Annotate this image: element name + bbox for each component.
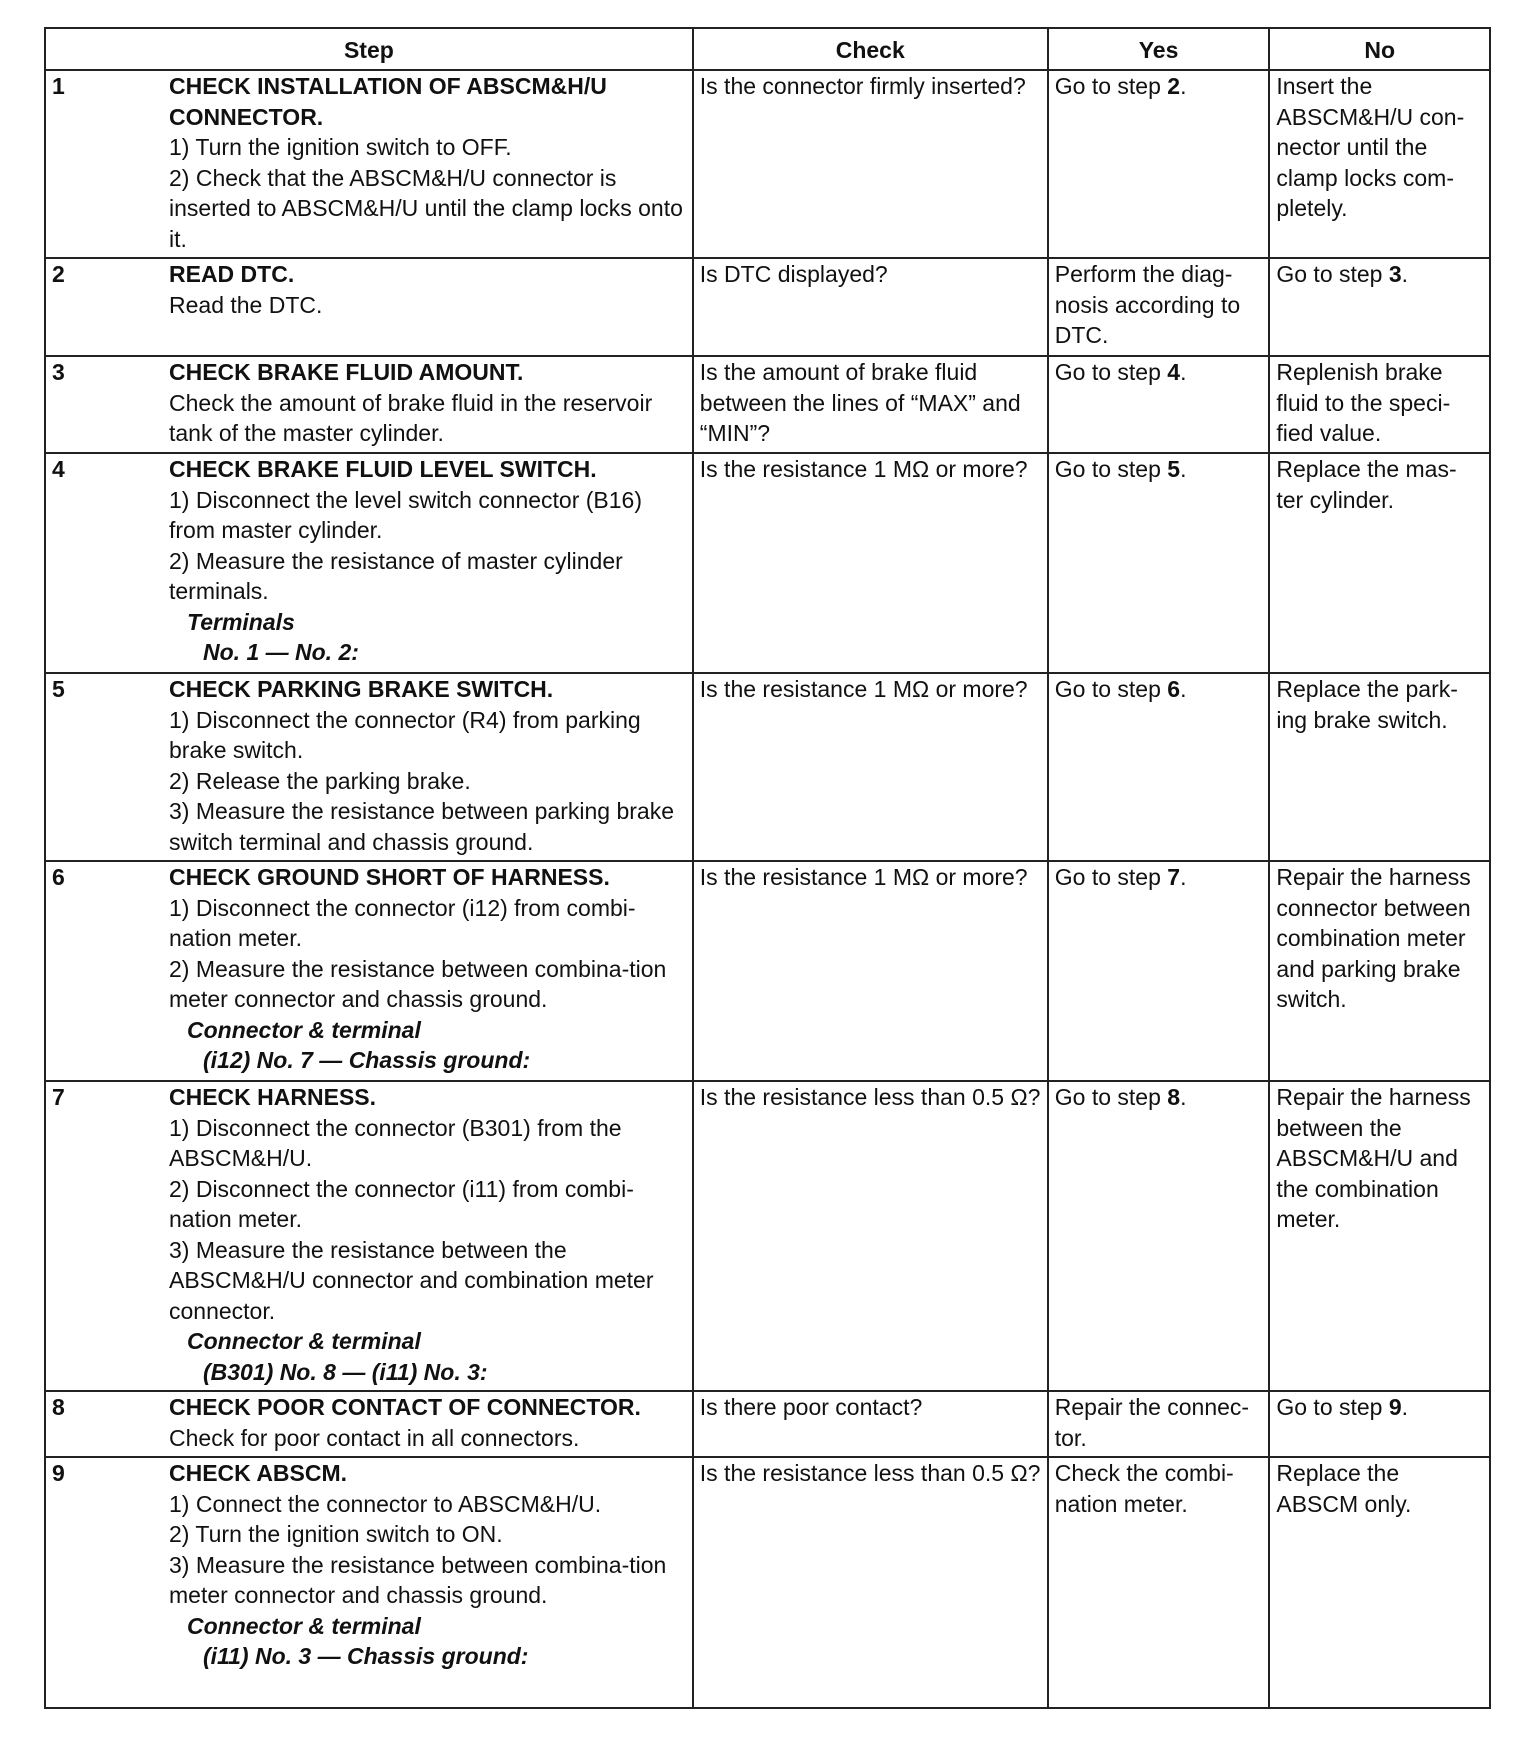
step-number: 3 — [52, 359, 65, 385]
step-title: CHECK HARNESS. — [169, 1084, 377, 1110]
no-text: Insert the ABSCM&H/U con-nector until the clamp locks com-pletely. — [1276, 73, 1465, 221]
header-no: No — [1269, 28, 1490, 70]
no-cell — [1269, 453, 1490, 673]
spec-label: Connector & terminal — [187, 1612, 421, 1639]
step-title: CHECK PARKING BRAKE SWITCH. — [169, 676, 554, 702]
table-row — [45, 356, 1490, 453]
check-cell: Is the resistance 1 MΩ or more? — [693, 453, 1048, 673]
step-cell — [45, 1391, 693, 1457]
check-cell: Is the resistance less than 0.5 Ω? — [693, 1457, 1048, 1708]
step-title: CHECK INSTALLATION OF ABSCM&H/U CONNECTOR. — [169, 73, 607, 130]
yes-cell — [1048, 861, 1270, 1081]
spec-value: No. 1 — No. 2: — [203, 639, 359, 665]
step-instruction: 1) Turn the ignition switch to OFF. — [169, 134, 512, 160]
step-number: 7 — [52, 1084, 65, 1110]
step-cell — [45, 861, 693, 1081]
yes-cell — [1048, 1081, 1270, 1391]
step-title: CHECK ABSCM. — [169, 1460, 348, 1486]
step-instruction: Check for poor contact in all connectors. — [169, 1424, 580, 1451]
no-text: Replace the mas-ter cylinder. — [1276, 456, 1457, 513]
step-cell — [45, 1457, 693, 1708]
no-cell — [1269, 1391, 1490, 1457]
check-cell: Is the connector firmly inserted? — [693, 70, 1048, 258]
check-cell: Is the resistance 1 MΩ or more? — [693, 861, 1048, 1081]
step-instruction: 1) Disconnect the connector (i12) from combi-nation meter. — [169, 894, 636, 951]
no-cell — [1269, 673, 1490, 861]
no-cell — [1269, 356, 1490, 453]
no-text: Replace the ABSCM only. — [1276, 1460, 1412, 1517]
step-instruction: 2) Measure the resistance of master cylinder terminals. — [169, 547, 623, 604]
no-suffix: . — [1401, 1394, 1409, 1420]
no-cell — [1269, 1457, 1490, 1708]
diagnostic-table — [44, 27, 1491, 1709]
yes-cell — [1048, 673, 1270, 861]
table-body — [45, 70, 1490, 1708]
table-row — [45, 861, 1490, 1081]
no-text: Go to step — [1276, 261, 1389, 287]
no-cell — [1269, 70, 1490, 258]
table-row — [45, 1081, 1490, 1391]
yes-text: Go to step — [1054, 359, 1168, 385]
step-number: 5 — [52, 676, 65, 702]
yes-suffix: . — [1180, 676, 1187, 702]
step-title: CHECK POOR CONTACT OF CONNECTOR. — [169, 1394, 641, 1420]
yes-cell — [1048, 1391, 1270, 1457]
step-number: 9 — [52, 1460, 65, 1486]
spec-value: (B301) No. 8 — (i11) No. 3: — [203, 1358, 488, 1385]
yes-step-ref: 4 — [1167, 359, 1181, 385]
yes-step-ref: 8 — [1167, 1084, 1181, 1110]
step-instruction: 2) Disconnect the connector (i11) from combi-nation meter. — [169, 1175, 634, 1232]
no-cell — [1269, 861, 1490, 1081]
yes-text: Go to step — [1054, 864, 1168, 890]
no-step-ref: 9 — [1388, 1394, 1402, 1420]
yes-suffix: . — [1180, 1084, 1187, 1110]
header-step: Step — [45, 28, 693, 70]
step-instruction: 3) Measure the resistance between parking brake switch terminal and chassis ground. — [169, 798, 675, 855]
step-title: CHECK BRAKE FLUID AMOUNT. — [169, 359, 524, 385]
yes-suffix: . — [1180, 456, 1187, 482]
no-suffix: . — [1401, 261, 1409, 287]
check-cell: Is the amount of brake fluid between the lines of “MAX” and “MIN”? — [693, 356, 1048, 453]
step-instruction: 3) Measure the resistance between combina-tion meter connector and chassis ground. — [169, 1551, 667, 1608]
yes-suffix: . — [1180, 73, 1187, 99]
no-step-ref: 3 — [1388, 261, 1402, 287]
table-row — [45, 673, 1490, 861]
no-cell — [1269, 1081, 1490, 1391]
step-cell — [45, 453, 693, 673]
yes-step-ref: 7 — [1167, 864, 1181, 890]
yes-cell — [1048, 453, 1270, 673]
yes-text: Go to step — [1054, 456, 1168, 482]
step-cell — [45, 70, 693, 258]
step-instruction: 2) Measure the resistance between combina-tion meter connector and chassis ground. — [169, 955, 667, 1012]
yes-cell — [1048, 258, 1270, 356]
step-instruction: 2) Release the parking brake. — [169, 767, 471, 794]
step-instruction: 2) Check that the ABSCM&H/U connector is inserted to ABSCM&H/U until the clamp locks onto it. — [169, 164, 683, 252]
spec-value: (i12) No. 7 — Chassis ground: — [203, 1047, 531, 1073]
step-instruction: 1) Connect the connector to ABSCM&H/U. — [169, 1490, 602, 1517]
header-row — [45, 28, 1490, 70]
step-cell — [45, 258, 693, 356]
step-number: 1 — [52, 73, 65, 99]
yes-suffix: . — [1180, 359, 1187, 385]
yes-suffix: . — [1180, 864, 1187, 890]
table-row — [45, 453, 1490, 673]
yes-step-ref: 5 — [1167, 456, 1181, 482]
step-title: READ DTC. — [169, 261, 295, 287]
yes-text: Perform the diag-nosis according to DTC. — [1054, 261, 1241, 348]
step-title: CHECK BRAKE FLUID LEVEL SWITCH. — [169, 456, 597, 482]
yes-step-ref: 6 — [1167, 676, 1181, 702]
step-title: CHECK GROUND SHORT OF HARNESS. — [169, 864, 610, 890]
header-check: Check — [693, 28, 1048, 70]
no-text: Replace the park-ing brake switch. — [1276, 676, 1458, 733]
yes-text: Check the combi-nation meter. — [1054, 1460, 1234, 1517]
step-cell — [45, 1081, 693, 1391]
check-cell: Is there poor contact? — [693, 1391, 1048, 1457]
step-number: 4 — [52, 456, 65, 482]
spec-label: Connector & terminal — [187, 1328, 421, 1354]
step-cell — [45, 673, 693, 861]
no-text: Repair the harness connector between combination meter and parking brake switch. — [1276, 864, 1471, 1012]
no-text: Go to step — [1276, 1394, 1389, 1420]
yes-text: Repair the connec-tor. — [1054, 1394, 1250, 1451]
step-cell — [45, 356, 693, 453]
step-instruction: 1) Disconnect the connector (R4) from parking brake switch. — [169, 706, 641, 763]
step-instruction: 3) Measure the resistance between the ABSCM&H/U connector and combination meter connector. — [169, 1236, 654, 1324]
yes-text: Go to step — [1054, 73, 1168, 99]
table-row — [45, 1457, 1490, 1708]
yes-text: Go to step — [1054, 1084, 1168, 1110]
no-text: Replenish brake fluid to the speci-fied value. — [1276, 359, 1451, 446]
step-instruction: Read the DTC. — [169, 291, 323, 318]
yes-cell — [1048, 356, 1270, 453]
yes-step-ref: 2 — [1167, 73, 1181, 99]
yes-cell — [1048, 1457, 1270, 1708]
no-text: Repair the harness between the ABSCM&H/U and the combination meter. — [1276, 1084, 1471, 1232]
step-instruction: 1) Disconnect the level switch connector (B16) from master cylinder. — [169, 486, 642, 543]
check-cell: Is DTC displayed? — [693, 258, 1048, 356]
check-cell: Is the resistance 1 MΩ or more? — [693, 673, 1048, 861]
no-cell — [1269, 258, 1490, 356]
yes-cell — [1048, 70, 1270, 258]
header-yes: Yes — [1048, 28, 1270, 70]
step-number: 8 — [52, 1394, 65, 1420]
step-instruction: 2) Turn the ignition switch to ON. — [169, 1521, 503, 1547]
spec-value: (i11) No. 3 — Chassis ground: — [203, 1643, 529, 1669]
step-instruction: Check the amount of brake fluid in the reservoir tank of the master cylinder. — [169, 389, 653, 446]
table-row — [45, 1391, 1490, 1457]
check-cell: Is the resistance less than 0.5 Ω? — [693, 1081, 1048, 1391]
table-row — [45, 258, 1490, 356]
yes-text: Go to step — [1054, 676, 1168, 702]
spec-label: Connector & terminal — [187, 1016, 421, 1043]
step-number: 6 — [52, 864, 65, 890]
table-row — [45, 70, 1490, 258]
step-number: 2 — [52, 261, 65, 287]
step-instruction: 1) Disconnect the connector (B301) from the ABSCM&H/U. — [169, 1114, 622, 1171]
spec-label: Terminals — [187, 608, 295, 635]
